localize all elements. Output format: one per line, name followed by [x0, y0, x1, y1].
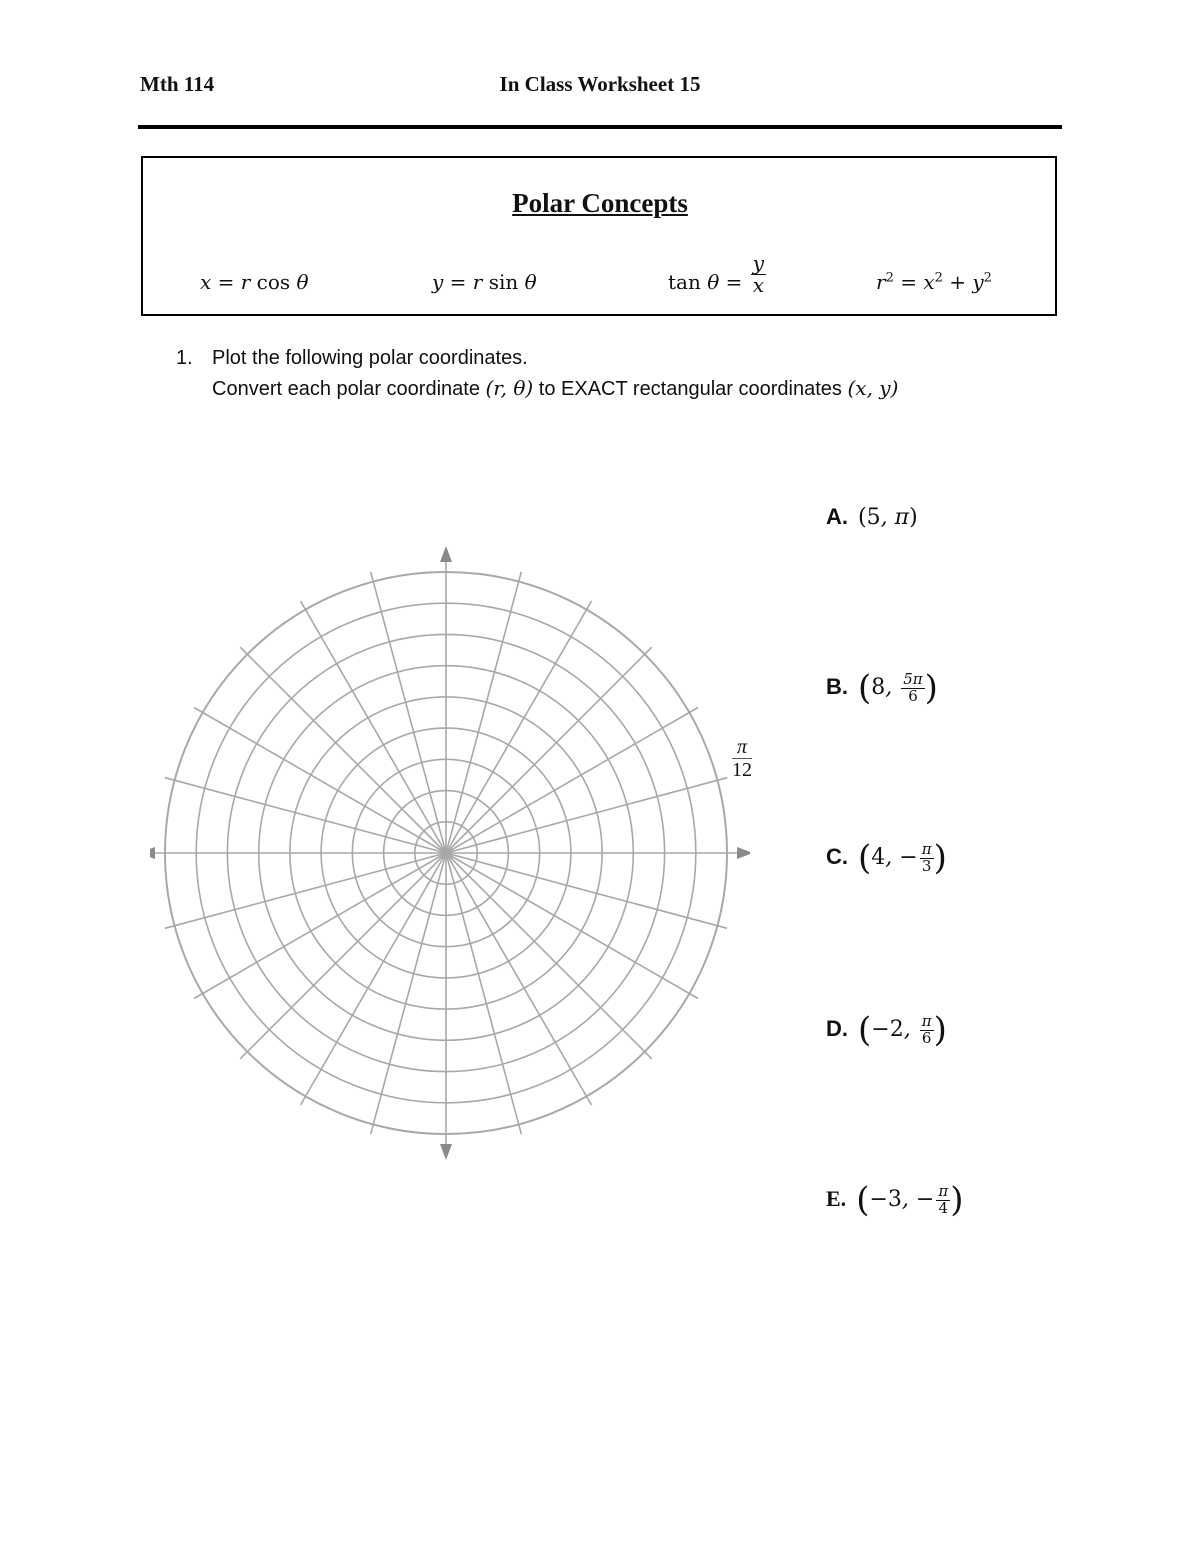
worksheet-title: In Class Worksheet 15 [499, 72, 701, 96]
header-divider [138, 125, 1062, 129]
grid-spoke [446, 853, 521, 1134]
instruction-text: Convert each polar coordinate [212, 378, 486, 400]
grid-spoke [194, 853, 446, 999]
grid-spoke [301, 601, 447, 853]
grid-spoke [240, 647, 446, 853]
angle-label-pi-over-12 [732, 736, 752, 781]
rect-pair: (x, y) [847, 376, 899, 400]
item-label: E. [826, 1186, 847, 1211]
theta-denominator: 3 [921, 856, 932, 875]
grid-spoke [446, 853, 592, 1105]
theta-numerator: π [938, 1181, 949, 1200]
theta-denominator: 6 [908, 686, 918, 705]
item-r: 4 [871, 845, 886, 870]
grid-spoke [165, 853, 446, 928]
angle-label-denominator: 12 [732, 759, 752, 781]
theta-denominator: 4 [938, 1198, 949, 1217]
polar-pair: (r, θ) [485, 376, 534, 400]
item-label: D. [826, 1016, 848, 1041]
grid-spoke [301, 853, 447, 1105]
point-item-e: E. (−3, − $\frac{\pi}{4}$ ) [826, 1180, 964, 1220]
theta-numerator: π [921, 839, 932, 858]
grid-spoke [446, 853, 727, 928]
grid-spoke [371, 853, 446, 1134]
axis-arrowhead [737, 847, 750, 859]
point-item-a: A. (5, π) [826, 504, 918, 530]
theta-numerator: π [921, 1011, 932, 1030]
formula-r2: $r^2 = x^2 + y^2$ [876, 270, 992, 294]
grid-spoke [194, 708, 446, 854]
instruction-text-2: to EXACT rectangular coordinates [533, 378, 848, 400]
axis-arrowhead [150, 847, 155, 859]
question-number: 1. [176, 347, 193, 369]
theta-sign: − [915, 1187, 935, 1212]
grid-spoke [446, 647, 652, 853]
point-item-b: B. (8, $\frac{5\pi}{6}$ ) [826, 668, 938, 708]
grid-spoke [446, 853, 698, 999]
grid-spoke [446, 601, 592, 853]
item-label: B. [826, 674, 848, 699]
grid-spoke [446, 572, 521, 853]
item-theta: π [894, 505, 910, 530]
point-item-d: D. (−2, $\frac{\pi}{6}$ ) [826, 1010, 947, 1050]
concepts-title: Polar Concepts [512, 188, 688, 218]
grid-spoke [371, 572, 446, 853]
formula-tan: tan θ = $\frac{y}{x}$ [668, 251, 765, 297]
polar-grid[interactable] [150, 540, 750, 1170]
formula-x: x = r cos θ [200, 270, 309, 294]
angle-label-numerator: π [732, 736, 752, 759]
grid-spoke [446, 778, 727, 853]
item-label: A. [826, 504, 848, 529]
course-label: Mth 114 [140, 72, 215, 96]
item-r: 5 [866, 505, 881, 530]
grid-spoke [240, 853, 446, 1059]
theta-denominator: 6 [921, 1028, 932, 1047]
question-instruction: Plot the following polar coordinates. [212, 347, 528, 369]
item-label: C. [826, 844, 848, 869]
grid-spoke [446, 853, 652, 1059]
polar-grid-lines [150, 546, 750, 1160]
item-r: −2 [871, 1017, 904, 1042]
item-r: 8 [871, 675, 886, 700]
point-item-c: C. (4, − $\frac{\pi}{3}$ ) [826, 838, 947, 878]
grid-spoke [165, 778, 446, 853]
axis-arrowhead [440, 546, 452, 562]
formula-y: y = r sin θ [432, 270, 537, 294]
question-conversion-instruction [212, 376, 898, 401]
item-r: −3 [869, 1187, 902, 1212]
theta-numerator: 5π [903, 669, 923, 688]
theta-sign: − [899, 845, 918, 870]
grid-spoke [446, 708, 698, 854]
axis-arrowhead [440, 1144, 452, 1160]
